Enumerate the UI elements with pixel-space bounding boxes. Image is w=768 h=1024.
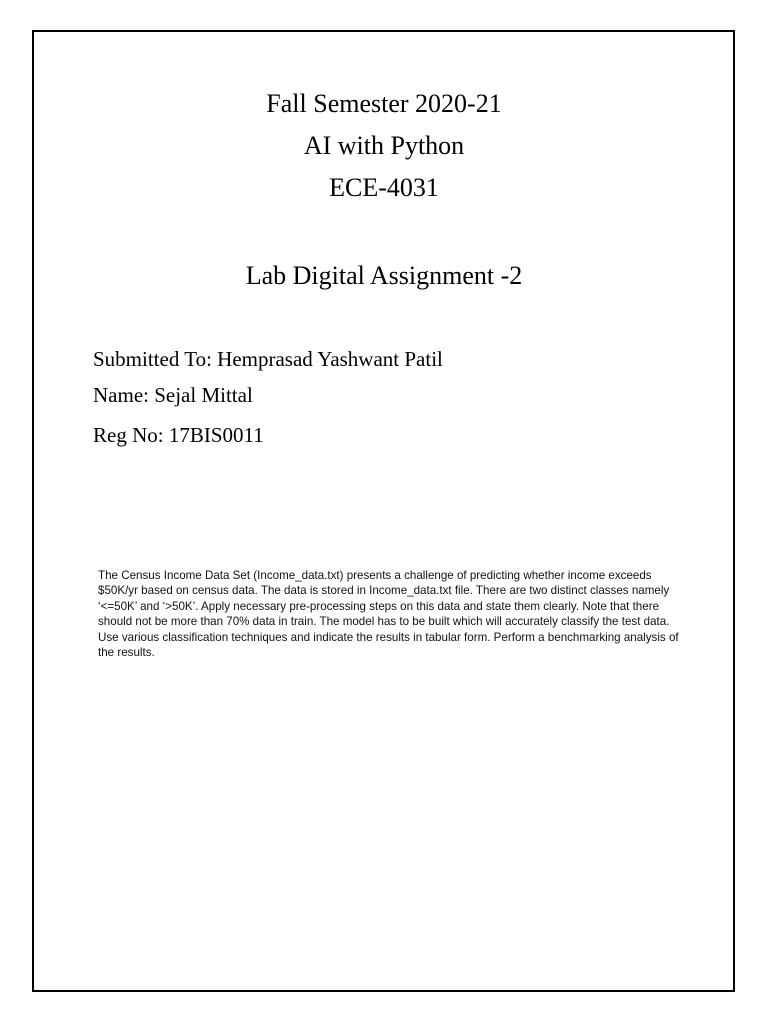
course-title: AI with Python xyxy=(303,131,465,160)
assignment-title: Lab Digital Assignment -2 xyxy=(245,261,523,290)
course-code: ECE-4031 xyxy=(329,173,439,202)
registration-number: Reg No: 17BIS0011 xyxy=(93,423,264,447)
semester-title: Fall Semester 2020-21 xyxy=(266,89,502,118)
student-name: Name: Sejal Mittal xyxy=(93,383,253,407)
problem-statement: The Census Income Data Set (Income_data.txt) presents a challenge of predicting whether income exceeds $50K/yr based on census data. The data is stored in Income_data.txt file. There are two distinct classes namely ‘<=50K’ and ‘>50K’. Apply necessary pre-processing steps on this data and state them clearly. Note that there should not be more than 70% data in train. The model has to be built which will accurately classify the test data. Use various classification techniques and indicate the results in tabular form. Perform a benchmarking analysis of the results. xyxy=(98,569,679,660)
submitted-to: Submitted To: Hemprasad Yashwant Patil xyxy=(93,347,443,371)
